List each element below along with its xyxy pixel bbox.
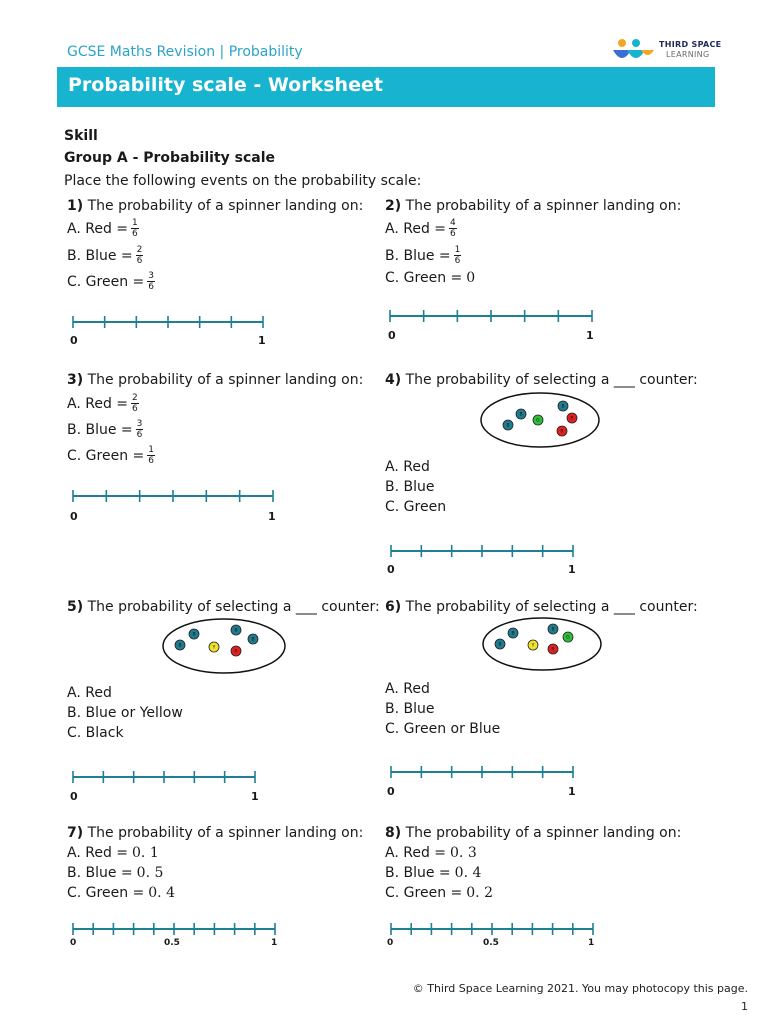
question-1-option-a (67, 218, 139, 239)
option-label: A. Red = (67, 845, 129, 861)
counter-letter: Y (212, 645, 216, 651)
question-7-scale-start-label: 0 (70, 938, 77, 948)
question-2-text: The probability of a spinner landing on: (401, 198, 682, 214)
number-line (390, 765, 574, 779)
fraction (131, 218, 139, 239)
counter-letter: B (192, 632, 196, 638)
fraction-numerator: 2 (132, 393, 138, 403)
counter-letter: B (551, 627, 555, 633)
option-label: B. Blue = (67, 865, 133, 881)
fraction (131, 393, 139, 414)
question-1-option-b (67, 245, 143, 266)
number-line (72, 922, 276, 936)
question-6-option-b: B. Blue (385, 701, 435, 717)
question-8-number: 8) (385, 825, 402, 841)
fraction-denominator: 6 (148, 282, 154, 292)
question-1-option-c (67, 271, 155, 292)
question-5-option-b: B. Blue or Yellow (67, 705, 183, 721)
logo-text-line1: THIRD SPACE (659, 40, 722, 49)
skill-heading: Skill (64, 128, 98, 144)
question-8-option-b (385, 863, 481, 883)
question-2-number: 2) (385, 198, 402, 214)
counter-letter: G (566, 635, 570, 641)
question-3-number: 3) (67, 372, 84, 388)
option-value: 0. 5 (136, 865, 164, 881)
question-4-probability-scale[interactable] (390, 544, 574, 558)
document-subtitle: GCSE Maths Revision | Probability (67, 44, 303, 60)
counter-letter: R (560, 429, 564, 435)
counter-letter: B (178, 643, 182, 649)
question-6-counter-bag (482, 617, 602, 671)
bag-counters (175, 625, 258, 656)
option-label: C. Green = (385, 885, 463, 901)
group-heading: Group A - Probability scale (64, 150, 276, 166)
counter-letter: G (536, 418, 540, 424)
question-1-scale-start-label: 0 (70, 334, 78, 347)
third-space-learning-logo (611, 38, 723, 64)
number-line (72, 770, 256, 784)
number-line (390, 544, 574, 558)
question-2-scale-end-label: 1 (586, 329, 594, 342)
question-3-prompt (67, 370, 363, 390)
counter-letter: B (506, 423, 510, 429)
option-label: C. Green = (67, 447, 145, 464)
question-3-option-b (67, 419, 143, 440)
question-2-scale-start-label: 0 (388, 329, 396, 342)
question-2-option-b (385, 245, 461, 266)
question-5-scale-end-label: 1 (251, 790, 259, 803)
logo-mark-icon (611, 38, 655, 64)
question-5-number: 5) (67, 599, 84, 615)
fraction-numerator: 4 (450, 218, 456, 228)
question-2-probability-scale[interactable] (389, 309, 593, 323)
counter-letter: B (561, 404, 565, 410)
question-6-number: 6) (385, 599, 402, 615)
question-3-option-a (67, 393, 139, 414)
fraction-denominator: 6 (136, 256, 143, 266)
question-7-text: The probability of a spinner landing on: (83, 825, 364, 841)
question-4-scale-start-label: 0 (387, 563, 395, 576)
question-4-counter-bag (480, 392, 600, 448)
counter-letter: R (570, 416, 574, 422)
question-7-scale-end-label: 1 (271, 938, 278, 948)
number-line (390, 922, 594, 936)
counter-letter: B (511, 631, 515, 637)
counter-letter: B (251, 637, 255, 643)
option-label: A. Red = (385, 845, 447, 861)
question-1-text: The probability of a spinner landing on: (83, 198, 364, 214)
question-4-option-a: A. Red (385, 459, 430, 475)
question-4-option-b: B. Blue (385, 479, 435, 495)
question-8-probability-scale[interactable] (390, 922, 594, 936)
option-label: C. Green = (67, 885, 145, 901)
option-value: 0. 4 (454, 865, 482, 881)
option-label: C. Green = (67, 273, 145, 290)
fraction (136, 419, 144, 440)
option-label: C. Green = (385, 270, 463, 286)
title-banner (57, 67, 715, 107)
question-6-prompt (385, 597, 698, 617)
fraction-denominator: 6 (136, 430, 143, 440)
option-label: B. Blue = (385, 247, 451, 264)
question-5-prompt (67, 597, 380, 617)
fraction-numerator: 1 (454, 245, 461, 255)
counter-letter: R (234, 649, 238, 655)
counter-letter: B (519, 412, 523, 418)
option-label: A. Red = (67, 220, 129, 237)
question-5-probability-scale[interactable] (72, 770, 256, 784)
question-3-probability-scale[interactable] (72, 489, 274, 503)
question-7-scale-mid-label: 0.5 (164, 938, 180, 948)
question-3-scale-start-label: 0 (70, 510, 78, 523)
option-label: B. Blue = (67, 247, 133, 264)
question-5-option-c: C. Black (67, 725, 124, 741)
fraction-numerator: 3 (148, 271, 154, 281)
counter-letter: B (234, 628, 238, 634)
question-8-text: The probability of a spinner landing on: (401, 825, 682, 841)
question-2-prompt (385, 196, 681, 216)
page-number: 1 (741, 1000, 748, 1013)
question-7-probability-scale[interactable] (72, 922, 276, 936)
question-5-counter-bag (162, 618, 286, 674)
fraction-numerator: 1 (132, 218, 138, 228)
number-line (72, 489, 274, 503)
question-6-option-a: A. Red (385, 681, 430, 697)
question-3-text: The probability of a spinner landing on: (83, 372, 364, 388)
question-8-scale-start-label: 0 (387, 938, 394, 948)
fraction-numerator: 3 (136, 419, 143, 429)
option-label: A. Red = (385, 220, 447, 237)
question-1-scale-end-label: 1 (258, 334, 266, 347)
fraction-numerator: 1 (148, 445, 154, 455)
counter-letter: Y (531, 643, 535, 649)
question-4-number: 4) (385, 372, 402, 388)
bag-counters (503, 401, 577, 436)
option-label: B. Blue = (385, 865, 451, 881)
page-title: Probability scale - Worksheet (68, 74, 383, 96)
question-7-option-a (67, 843, 159, 863)
option-value: 0. 1 (132, 845, 159, 861)
option-label: A. Red = (67, 395, 129, 412)
question-5-scale-start-label: 0 (70, 790, 78, 803)
question-7-option-b (67, 863, 163, 883)
logo-text-line2: LEARNING (666, 50, 710, 59)
question-1-probability-scale[interactable] (72, 315, 264, 329)
question-8-prompt (385, 823, 681, 843)
fraction (449, 218, 457, 239)
option-value: 0. 2 (466, 885, 493, 901)
question-1-number: 1) (67, 198, 84, 214)
question-3-option-c (67, 445, 155, 466)
counter-letter: R (551, 647, 555, 653)
option-value: 0. 4 (148, 885, 175, 901)
fraction-denominator: 6 (450, 229, 456, 239)
fraction-denominator: 6 (148, 456, 154, 466)
fraction-numerator: 2 (136, 245, 143, 255)
question-2-option-c (385, 268, 475, 288)
instruction-text: Place the following events on the probability scale: (64, 173, 422, 189)
question-6-text: The probability of selecting a ___ counter: (401, 599, 698, 615)
bag-counters (495, 624, 573, 654)
question-8-option-c (385, 883, 493, 903)
question-2-option-a (385, 218, 457, 239)
question-7-option-c (67, 883, 175, 903)
question-4-prompt (385, 370, 698, 390)
fraction (136, 245, 144, 266)
question-4-text: The probability of selecting a ___ counter: (401, 372, 698, 388)
copyright-notice: © Third Space Learning 2021. You may photocopy this page. (412, 982, 748, 995)
option-value: 0. 3 (450, 845, 477, 861)
question-6-scale-start-label: 0 (387, 785, 395, 798)
fraction (147, 271, 155, 292)
question-6-probability-scale[interactable] (390, 765, 574, 779)
option-label: B. Blue = (67, 421, 133, 438)
question-7-number: 7) (67, 825, 84, 841)
number-line (72, 315, 264, 329)
question-8-scale-end-label: 1 (588, 938, 595, 948)
fraction (454, 245, 462, 266)
question-8-option-a (385, 843, 477, 863)
question-4-option-c: C. Green (385, 499, 447, 515)
question-6-scale-end-label: 1 (568, 785, 576, 798)
counter-letter: B (498, 642, 502, 648)
question-8-scale-mid-label: 0.5 (483, 938, 499, 948)
fraction-denominator: 6 (132, 229, 138, 239)
question-6-option-c: C. Green or Blue (385, 721, 501, 737)
question-3-scale-end-label: 1 (268, 510, 276, 523)
question-5-option-a: A. Red (67, 685, 112, 701)
question-7-prompt (67, 823, 363, 843)
question-5-text: The probability of selecting a ___ counter: (83, 599, 380, 615)
fraction (147, 445, 155, 466)
fraction-denominator: 6 (454, 256, 461, 266)
number-line (389, 309, 593, 323)
fraction-denominator: 6 (132, 404, 138, 414)
question-1-prompt (67, 196, 363, 216)
option-value: 0 (466, 270, 476, 286)
question-4-scale-end-label: 1 (568, 563, 576, 576)
